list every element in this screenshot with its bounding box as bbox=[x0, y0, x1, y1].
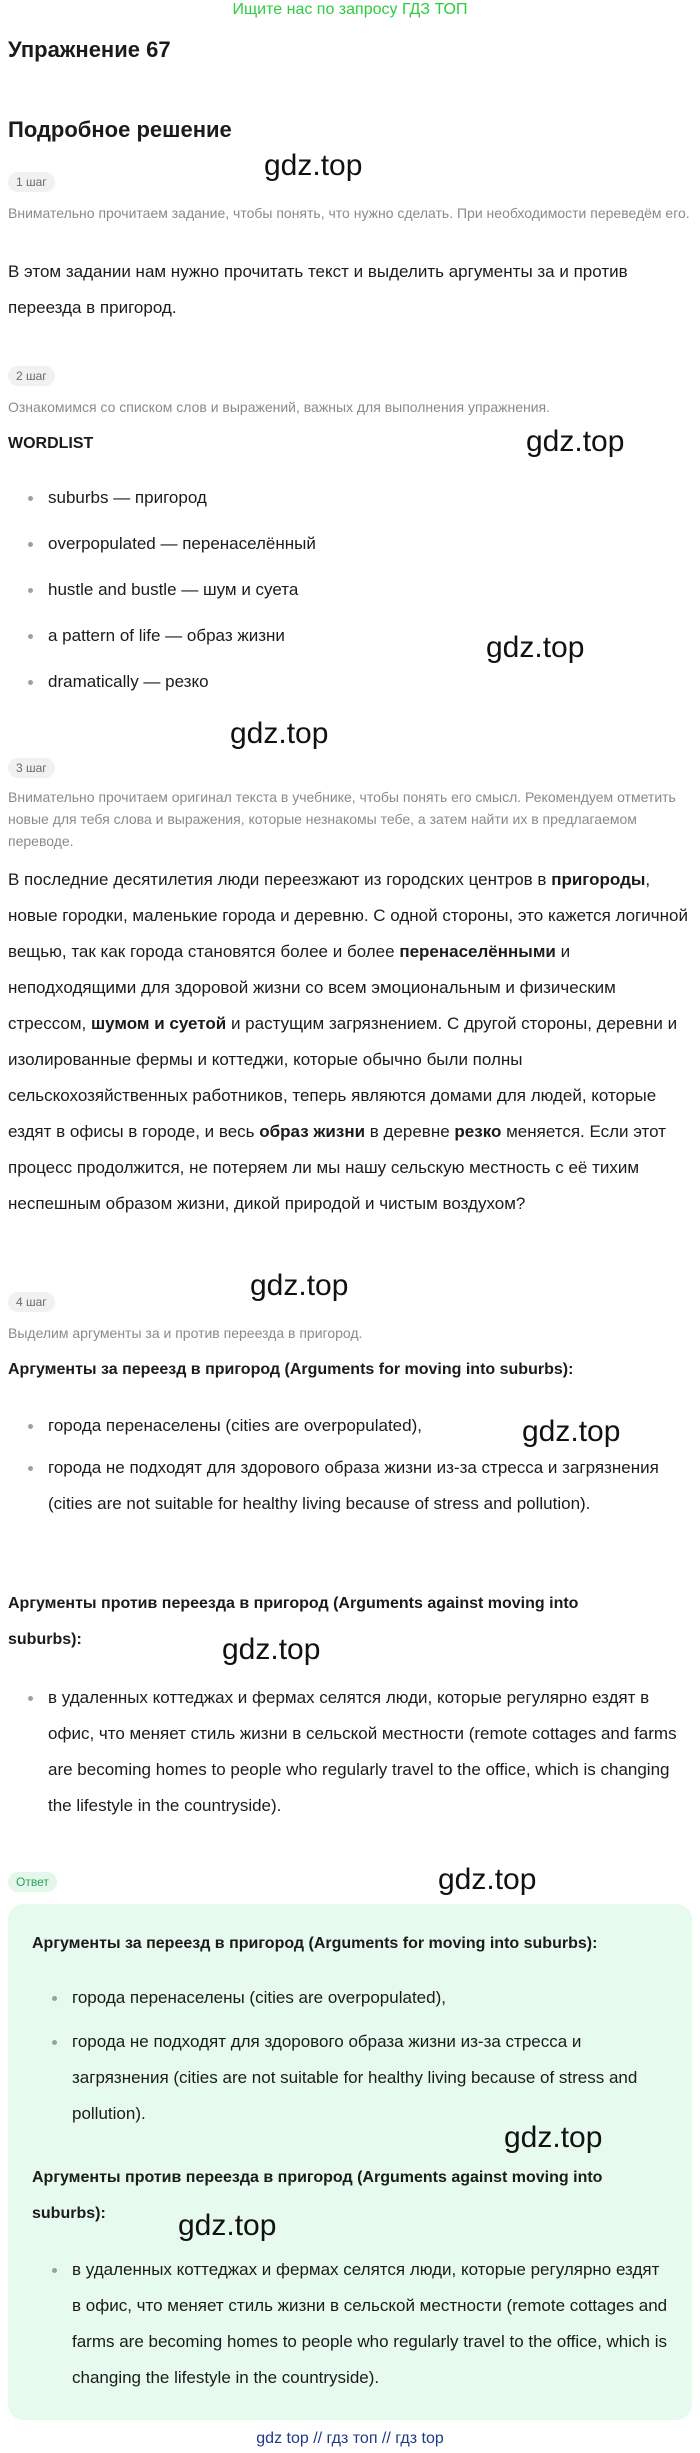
watermark: gdz.top bbox=[178, 2209, 277, 2242]
against-heading: Аргументы против переезда в пригород (Arguments against moving into suburbs): bbox=[8, 1595, 579, 1648]
watermark: gdz.top bbox=[504, 2121, 603, 2154]
watermark: gdz.top bbox=[250, 1269, 349, 1302]
wordlist-item: suburbs — пригород bbox=[28, 480, 692, 516]
watermark: gdz.top bbox=[230, 717, 329, 750]
step1-text: В этом задании нам нужно прочитать текст и выделить аргументы за и против переезда в пригород. bbox=[8, 262, 628, 317]
wordlist-item: dramatically — резко bbox=[28, 664, 692, 700]
search-banner: Ищите нас по запросу ГДЗ ТОП bbox=[232, 1, 468, 18]
watermark: gdz.top bbox=[264, 149, 363, 182]
wordlist-item: a pattern of life — образ жизни bbox=[28, 618, 692, 654]
answer-for-item: города не подходят для здорового образа жизни из-за стресса и загрязнения (cities are not suitable for healthy living because of stress and pollution). bbox=[52, 2024, 672, 2132]
for-item: города не подходят для здорового образа жизни из-за стресса и загрязнения (cities are not suitable for healthy living because of stress and pollution). bbox=[28, 1450, 680, 1522]
step-badge-3: 3 шаг bbox=[8, 758, 55, 778]
answer-for-item: города перенаселены (cities are overpopulated), bbox=[52, 1980, 672, 2016]
watermark: gdz.top bbox=[222, 1633, 321, 1666]
footer-links: gdz top // гдз топ // гдз top bbox=[256, 2430, 444, 2447]
step-badge-1: 1 шаг bbox=[8, 172, 55, 192]
answer-badge: Ответ bbox=[8, 1872, 57, 1892]
watermark: gdz.top bbox=[526, 425, 625, 458]
step4-hint: Выделим аргументы за и против переезда в пригород. bbox=[8, 1325, 363, 1341]
against-item: в удаленных коттеджах и фермах селятся люди, которые регулярно ездят в офис, что меняет стиль жизни в сельской местности (remote cottages and farms are becoming homes to people who regularly travel to the office, which is changing the lifestyle in the countryside). bbox=[28, 1680, 684, 1824]
step3-translation: В последние десятилетия люди переезжают из городских центров в пригороды, новые городки, маленькие города и деревню. С одной стороны, это кажется логичной вещью, так как города становятся более и более перенаселёнными и неподходящими для здоровой жизни со всем эмоциональным и физическим стрессом, шумом и суетой и растущим загрязнением. С другой стороны, деревни и изолированные фермы и коттеджи, которые обычно были полны сельскохозяйственных работников, теперь являются домами для людей, которые ездят в офисы в городе, и весь образ жизни в деревне резко меняется. Если этот процесс продолжится, не потеряем ли мы нашу сельскую местность с её тихим неспешным образом жизни, дикой природой и чистым воздухом? bbox=[8, 870, 688, 1213]
answer-against-item: в удаленных коттеджах и фермах селятся люди, которые регулярно ездят в офис, что меняет стиль жизни в сельской местности (remote cottages and farms are becoming homes to people who regularly travel to the office, which is changing the lifestyle in the countryside). bbox=[52, 2252, 672, 2396]
for-heading: Аргументы за переезд в пригород (Arguments for moving into suburbs): bbox=[8, 1361, 574, 1378]
solution-title: Подробное решение bbox=[8, 117, 232, 142]
wordlist-title: WORDLIST bbox=[8, 435, 94, 452]
answer-against-heading: Аргументы против переезда в пригород (Arguments against moving into suburbs): bbox=[32, 2169, 603, 2222]
watermark: gdz.top bbox=[438, 1863, 537, 1896]
step-badge-2: 2 шаг bbox=[8, 366, 55, 386]
step2-hint: Ознакомимся со списком слов и выражений, важных для выполнения упражнения. bbox=[8, 399, 551, 415]
for-item: города перенаселены (cities are overpopulated), bbox=[28, 1408, 692, 1444]
step3-hint: Внимательно прочитаем оригинал текста в учебнике, чтобы понять его смысл. Рекомендуем отметить новые для тебя слова и выражения, которые незнакомы тебе, а затем найти их в предлагаемом переводе. bbox=[8, 789, 676, 849]
step1-hint: Внимательно прочитаем задание, чтобы понять, что нужно сделать. При необходимости переведём его. bbox=[8, 205, 690, 221]
answer-for-heading: Аргументы за переезд в пригород (Arguments for moving into suburbs): bbox=[32, 1935, 598, 1952]
exercise-title: Упражнение 67 bbox=[8, 37, 171, 62]
wordlist-item: overpopulated — перенаселённый bbox=[28, 526, 692, 562]
watermark: gdz.top bbox=[522, 1415, 621, 1448]
step-badge-4: 4 шаг bbox=[8, 1292, 55, 1312]
wordlist-item: hustle and bustle — шум и суета bbox=[28, 572, 692, 608]
watermark: gdz.top bbox=[486, 631, 585, 664]
